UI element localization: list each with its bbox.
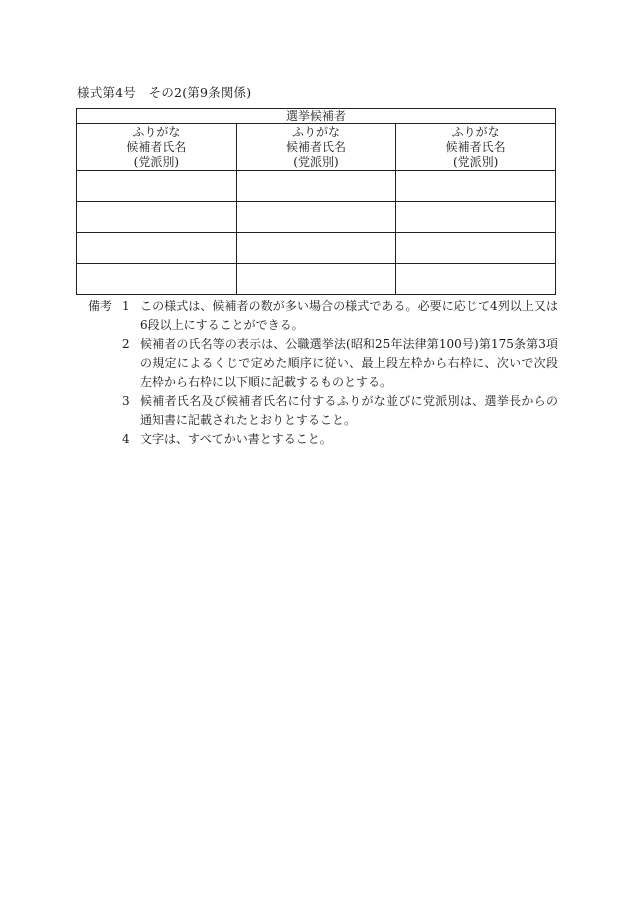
party-label: (党派別) <box>452 154 499 169</box>
party-label: (党派別) <box>293 154 339 169</box>
note-text: 候補者氏名及び候補者氏名に付するふりがな並びに党派別は、選挙長からの通知書に記載されたとおりとすること。 <box>140 394 558 427</box>
table-row <box>77 233 556 264</box>
candidate-name-label: 候補者氏名 <box>285 139 346 154</box>
column-header-row <box>77 124 556 171</box>
note-item <box>88 297 558 335</box>
table-row <box>77 264 556 295</box>
blank-cell <box>236 202 396 233</box>
note-item <box>88 335 558 392</box>
notes-lead: 備考 <box>88 299 113 313</box>
blank-cell <box>236 171 396 202</box>
note-number: 1 <box>122 299 130 313</box>
blank-cell <box>396 202 556 233</box>
blank-cell <box>77 202 237 233</box>
table-header-row <box>77 109 556 124</box>
blank-cell <box>396 171 556 202</box>
note-text: 文字は、すべてかい書とすること。 <box>140 432 332 446</box>
note-number: 3 <box>122 394 130 408</box>
note-text: この様式は、候補者の数が多い場合の様式である。必要に応じて4列以上又は6段以上にすることができる。 <box>140 299 558 332</box>
note-item <box>88 430 558 449</box>
note-number: 4 <box>122 432 130 446</box>
note-number: 2 <box>122 337 130 351</box>
blank-cell <box>396 233 556 264</box>
table-row <box>77 202 556 233</box>
table-header: 選挙候補者 <box>77 109 556 124</box>
party-label: (党派別) <box>133 154 180 169</box>
blank-cell <box>77 264 237 295</box>
blank-cell <box>77 233 237 264</box>
table-row <box>77 171 556 202</box>
note-item <box>88 392 558 430</box>
form-title: 様式第4号 その2(第9条関係) <box>77 85 252 100</box>
blank-cell <box>77 171 237 202</box>
blank-cell <box>236 233 396 264</box>
column-header <box>77 124 237 171</box>
notes-section <box>88 297 558 449</box>
candidate-name-label: 候補者氏名 <box>126 139 187 154</box>
blank-cell <box>236 264 396 295</box>
furigana-label: ふりがな <box>451 124 500 139</box>
candidate-table <box>76 108 556 295</box>
furigana-label: ふりがな <box>291 124 340 139</box>
furigana-label: ふりがな <box>132 124 181 139</box>
note-text: 候補者の氏名等の表示は、公職選挙法(昭和25年法律第100号)第175条第3項の規定によるくじで定めた順序に従い、最上段左枠から右枠に、次いで次段左枠から右枠に以下順に記載するものとする。 <box>140 337 558 389</box>
candidate-name-label: 候補者氏名 <box>445 139 506 154</box>
column-header <box>236 124 396 171</box>
column-header <box>396 124 556 171</box>
blank-cell <box>396 264 556 295</box>
